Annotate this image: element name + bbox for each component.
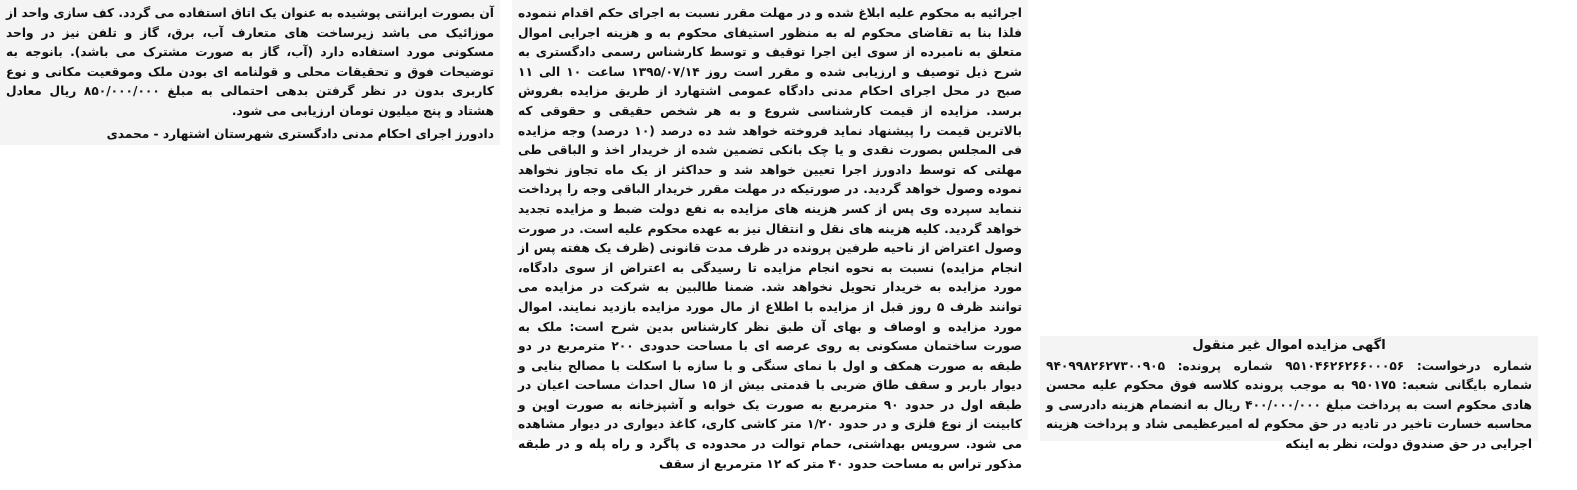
notice-column-right xyxy=(1040,336,1538,451)
notice-column-left xyxy=(0,0,500,145)
notice-column-middle xyxy=(512,0,1028,471)
notice-signature: دادورز اجرای احکام مدنی دادگستری شهرستان اشتهارد - محمدی xyxy=(106,126,494,141)
notice-text-middle: اجرائیه به محکوم علیه ابلاغ شده و در مهلت مقرر نسبت به اجرای حکم اقدام ننموده فلذا بنا به تقاضای محکوم له به منظور استیفای محکوم به و هزینه اجرایی اموال متعلق به نامبرده از سوی این اجرا توقیف و توسط کارشناس رسمی دادگستری به شرح ذیل توصیف و ارزیابی شده و مقرر است روز ۱۳۹۵/۰۷/۱۴ ساعت ۱۰ الی ۱۱ صبح در محل اجرای احکام مدنی دادگاه عمومی اشتهارد از طریق مزایده بفروش برسد. مزایده از قیمت کارشناسی شروع و به هر شخص حقیقی و حقوقی که بالاترین قیمت را پیشنهاد نماید فروخته خواهد شد ده درصد (۱۰ درصد) وجه مزایده فی المجلس بصورت نقدی و یا چک بانکی تضمین شده از خریدار اخذ و الباقی طی مهلتی که توسط دادورز اجرا تعیین خواهد شد و حداکثر از یک ماه تجاوز نخواهد نموده وصول خواهد گردید. در صورتیکه در مهلت مقرر خریدار الباقی وجه را پرداخت ننماید سپرده وی پس از کسر هزینه های مزایده به نفع دولت ضبط و مزایده تجدید خواهد گردید. کلیه هزینه های نقل و انتقال نیز به عهده محکوم علیه است. در صورت وصول اعتراض از ناحیه طرفین پرونده در ظرف مدت قانونی (ظرف یک هفته پس از انجام مزایده) نسبت به نحوه انجام مزایده تا رسیدگی به اعتراض از سوی دادگاه، مورد مزایده به خریدار تحویل نخواهد شد. ضمنا طالبین به شرکت در مزایده می توانند ظرف ۵ روز قبل از مزایده با اطلاع از مال مورد مزایده بازدید نمایند. اموال مورد مزایده و اوصاف و بهای آن طبق نظر کارشناس بدین شرح است: ملک به صورت ساختمان مسکونی به روی عرصه ای با مساحت حدودی ۲۰۰ مترمربع در دو طبقه به صورت همکف و اول با نمای سنگی و با سازه با اسکلت با مصالح بنایی و دیوار باربر و سقف طاق ضربی با قدمتی بیش از ۱۵ سال احداث مساحت اعیان در طبقه اول در حدود ۹۰ مترمربع به صورت یک خوابه و آشپزخانه به صورت اوپن و کابینت از نوع فلزی و در حدود ۱/۲۰ متر کاشی کاری، کاغذ دیواری در دیوار مشاهده می شود. سرویس بهداشتی، حمام توالت در محدوده ی پاگرد و راه پله و در طبقه مذکور تراس به مساحت حدود ۴۰ متر که ۱۲ مترمربع از سقف xyxy=(518,6,1023,471)
notice-text-left: آن بصورت ایرانتی پوشیده به عنوان یک اتاق استفاده می گردد. کف سازی واحد از موزائیک می باشد زیرساخت های متعارف آب، برق، گاز و تلفن نیز در واحد مسکونی مورد استفاده دارد (آب، گاز به صورت مشترک می باشد). بانوجه به توضیحات فوق و تحقیقات محلی و قولنامه ای بودن ملک وموقعیت مکانی و نوع کاربری بدون در نظر گرفتن بدهی احتمالی به مبلغ ۸۵۰/۰۰۰/۰۰۰ ریال معادل هشتاد و پنج میلیون تومان ارزیابی می شود. xyxy=(6,6,494,118)
notice-heading: اگهی مزایده اموال غیر منقول xyxy=(1192,338,1386,353)
notice-text-right: شماره درخواست: ۹۵۱۰۴۶۲۶۲۶۶۰۰۰۵۶ شماره پرونده: ۹۴۰۹۹۸۲۶۲۷۳۰۰۹۰۵ شماره بایگانی شعبه: ۹۵۰۱۷۵ به موجب پرونده کلاسه فوق محکوم علیه محسن هادی محکوم است به پرداخت مبلغ ۴۰۰/۰۰۰/۰۰۰ ریال به انضمام هزینه دادرسی و محاسبه خسارت تاخیر در تادیه در حق محکوم له امیرعظیمی شاد و پرداخت هزینه اجرایی در حق صندوق دولت، نظر به اینکه xyxy=(1046,358,1533,451)
